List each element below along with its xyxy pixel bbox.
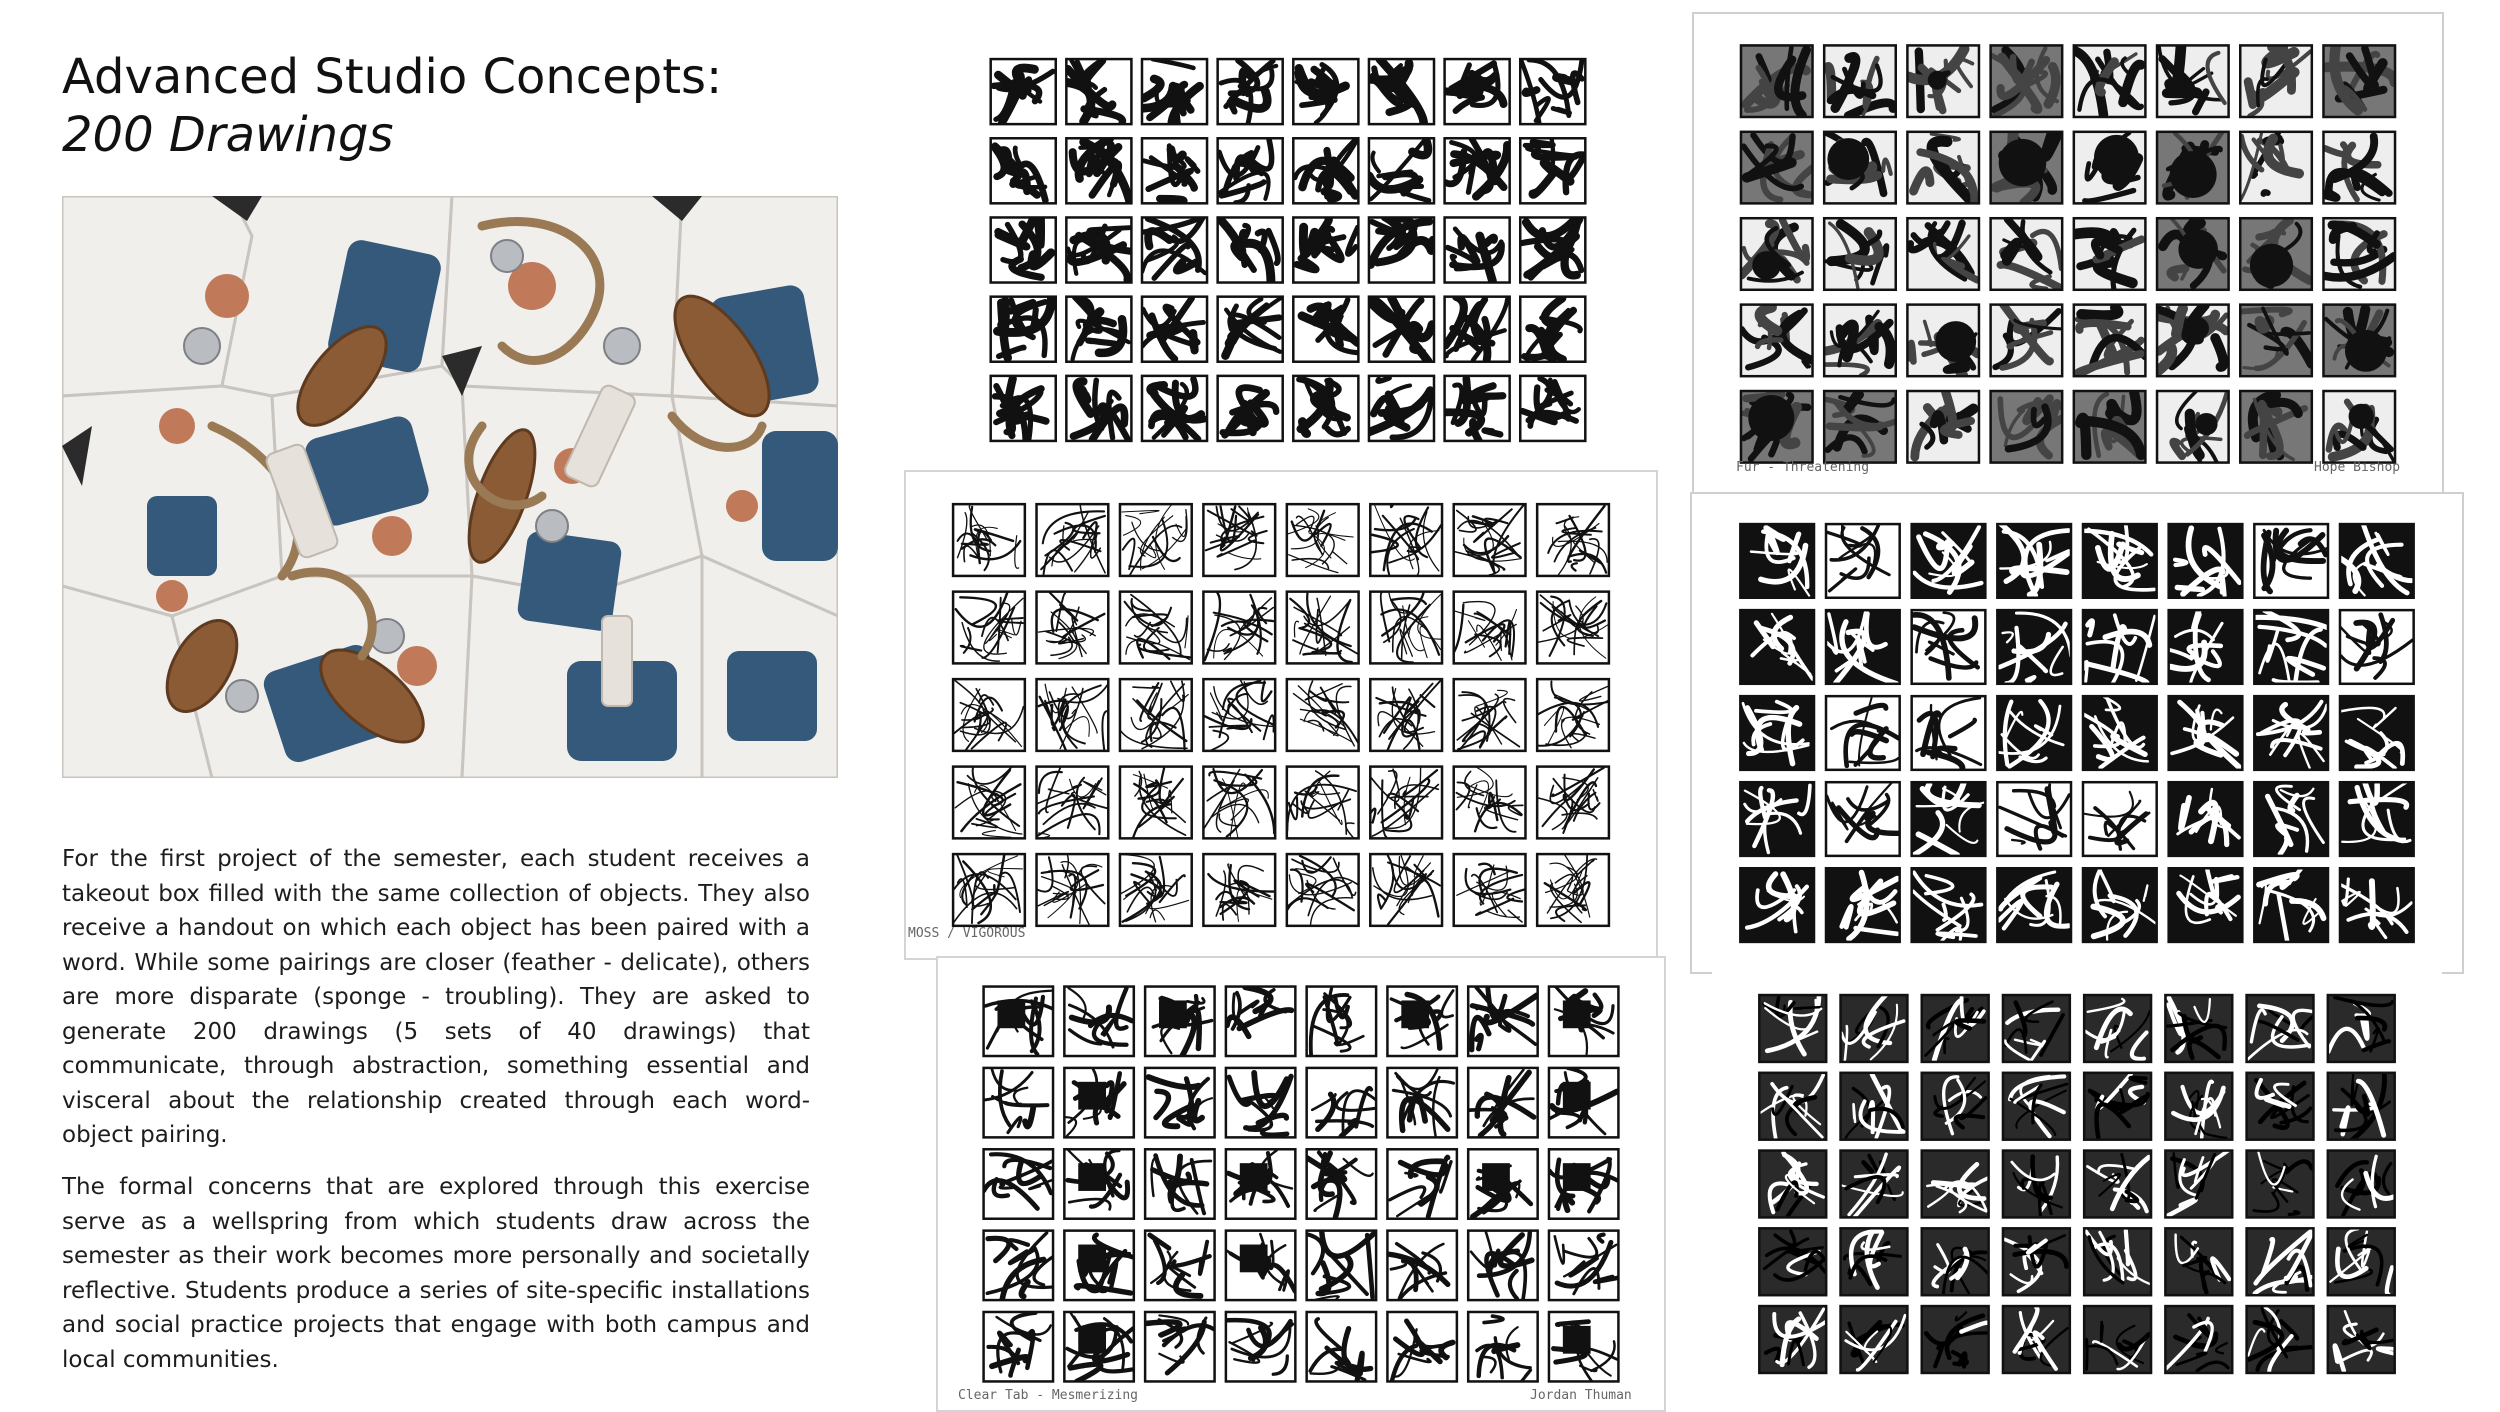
drawing-cell (1287, 504, 1359, 576)
drawing-cell (2165, 995, 2232, 1062)
drawing-grid-moss (906, 472, 1656, 958)
drawing-cell (1142, 217, 1207, 282)
drawing-cell (1445, 217, 1510, 282)
drawing-cell (1549, 987, 1618, 1056)
drawing-cell (991, 297, 1056, 362)
drawing-cell (1226, 1231, 1295, 1300)
drawing-cell (2323, 218, 2395, 290)
drawing-cell (991, 217, 1056, 282)
drawing-cell (1120, 854, 1192, 926)
drawing-cell (2083, 696, 2157, 770)
drawing-cell (2083, 524, 2157, 598)
drawing-cell (1454, 679, 1526, 751)
drawing-cell (1226, 1068, 1295, 1137)
drawing-cell (2323, 305, 2395, 377)
drawing-cell (2084, 1151, 2151, 1218)
drawing-cell (1445, 297, 1510, 362)
drawing-cell (1064, 987, 1133, 1056)
drawing-cell (1370, 592, 1442, 664)
drawing-cell (1120, 592, 1192, 664)
drawing-cell (1824, 218, 1896, 290)
drawing-sheet-moss (904, 470, 1658, 960)
drawing-cell (2074, 218, 2146, 290)
drawing-cell (1293, 59, 1358, 124)
drawing-cell (1120, 679, 1192, 751)
drawing-cell (1142, 376, 1207, 441)
drawing-cell (2083, 610, 2157, 684)
drawing-cell (2328, 995, 2395, 1062)
drawing-cell (2083, 782, 2157, 856)
drawing-cell (1912, 868, 1986, 942)
drawing-cell (2003, 1306, 2070, 1373)
drawing-cell (1387, 1149, 1456, 1218)
fur-caption-artist: Hope Bishop (2314, 460, 2401, 475)
drawing-cell (2003, 995, 2070, 1062)
drawing-cell (1369, 376, 1434, 441)
drawing-cell (953, 592, 1025, 664)
drawing-cell (1912, 610, 1986, 684)
drawing-cell (1037, 679, 1109, 751)
drawing-cell (1370, 504, 1442, 576)
drawing-cell (2247, 1073, 2314, 1140)
drawing-cell (1145, 1068, 1214, 1137)
drawing-cell (1740, 524, 1814, 598)
drawing-cell (2169, 524, 2243, 598)
drawing-cell (2254, 696, 2328, 770)
drawing-cell (1287, 767, 1359, 839)
drawing-cell (1145, 1312, 1214, 1381)
drawing-cell (2074, 305, 2146, 377)
drawing-cell (2323, 391, 2395, 463)
drawing-cell (1369, 217, 1434, 282)
drawing-cell (2247, 995, 2314, 1062)
drawing-cell (2084, 995, 2151, 1062)
drawing-cell (1387, 1068, 1456, 1137)
drawing-cell (2003, 1073, 2070, 1140)
drawing-cell (1520, 217, 1585, 282)
drawing-cell (1064, 1149, 1133, 1218)
drawing-cell (953, 679, 1025, 751)
title-line-1: Advanced Studio Concepts: (62, 49, 723, 105)
drawing-cell (1759, 1306, 1826, 1373)
drawing-cell (2240, 391, 2312, 463)
drawing-cell (991, 138, 1056, 203)
drawing-cell (2165, 1073, 2232, 1140)
closing-paragraph: The formal concerns that are explored through this exercise serve as a wellspring from which students draw across the semester as their work becomes more personally and societally reflective. Students produce a series of site-specific installations and social practice projects that engage with both campus and local communities. (62, 1174, 810, 1373)
drawing-cell (1203, 504, 1275, 576)
drawing-cell (1826, 868, 1900, 942)
drawing-cell (1468, 1231, 1537, 1300)
drawing-cell (1740, 868, 1814, 942)
drawing-cell (2169, 696, 2243, 770)
drawing-cell (1142, 59, 1207, 124)
title-line-2: 200 Drawings (62, 107, 394, 163)
drawing-cell (1037, 592, 1109, 664)
drawing-cell (1991, 132, 2063, 204)
drawing-cell (2328, 1306, 2395, 1373)
drawing-cell (1142, 297, 1207, 362)
drawing-cell (1912, 782, 1986, 856)
drawing-cell (1293, 297, 1358, 362)
drawing-cell (2169, 782, 2243, 856)
drawing-cell (1549, 1312, 1618, 1381)
drawing-cell (2340, 868, 2414, 942)
drawing-cell (1912, 696, 1986, 770)
drawing-cell (1037, 767, 1109, 839)
drawing-grid-blackwhite (1692, 494, 2462, 972)
drawing-cell (1037, 854, 1109, 926)
drawing-cell (1468, 1149, 1537, 1218)
drawing-cell (1468, 1312, 1537, 1381)
drawing-cell (2157, 391, 2229, 463)
drawing-cell (1537, 767, 1609, 839)
drawing-cell (1991, 391, 2063, 463)
drawing-cell (2157, 45, 2229, 117)
drawing-cell (1293, 138, 1358, 203)
takeout-boxes-photo (62, 196, 838, 778)
drawing-cell (1520, 138, 1585, 203)
drawing-cell (1203, 679, 1275, 751)
drawing-cell (1145, 1231, 1214, 1300)
drawing-cell (1226, 1312, 1295, 1381)
drawing-cell (1741, 132, 1813, 204)
drawing-cell (1741, 45, 1813, 117)
drawing-cell (1997, 782, 2071, 856)
drawing-cell (1370, 679, 1442, 751)
drawing-cell (1922, 995, 1989, 1062)
drawing-cell (1997, 868, 2071, 942)
drawing-cell (1537, 504, 1609, 576)
drawing-cell (1203, 854, 1275, 926)
drawing-cell (2157, 305, 2229, 377)
drawing-cell (1922, 1151, 1989, 1218)
drawing-cell (1307, 987, 1376, 1056)
drawing-cell (1841, 1073, 1908, 1140)
drawing-cell (1537, 679, 1609, 751)
drawing-sheet-clear (936, 956, 1666, 1412)
drawing-cell (1307, 1149, 1376, 1218)
drawing-cell (991, 376, 1056, 441)
drawing-cell (984, 1312, 1053, 1381)
drawing-cell (1997, 610, 2071, 684)
drawing-cell (1066, 59, 1131, 124)
drawing-cell (2074, 132, 2146, 204)
drawing-cell (1387, 1312, 1456, 1381)
drawing-cell (1520, 297, 1585, 362)
drawing-cell (2157, 218, 2229, 290)
drawing-cell (1454, 854, 1526, 926)
drawing-sheet-fur (1692, 12, 2444, 496)
drawing-cell (2328, 1228, 2395, 1295)
drawing-cell (1841, 995, 1908, 1062)
drawing-cell (1537, 854, 1609, 926)
drawing-cell (1826, 696, 1900, 770)
drawing-cell (1307, 1068, 1376, 1137)
drawing-cell (1922, 1306, 1989, 1373)
drawing-sheet-crosshatch (1712, 968, 2442, 1400)
drawing-cell (1120, 504, 1192, 576)
drawing-cell (2083, 868, 2157, 942)
drawing-cell (1287, 854, 1359, 926)
drawing-cell (1759, 1228, 1826, 1295)
drawing-cell (1293, 217, 1358, 282)
drawing-cell (1841, 1151, 1908, 1218)
drawing-cell (1066, 138, 1131, 203)
drawing-cell (2240, 45, 2312, 117)
drawing-cell (2165, 1151, 2232, 1218)
drawing-cell (1387, 987, 1456, 1056)
drawing-cell (1445, 376, 1510, 441)
drawing-cell (1997, 524, 2071, 598)
drawing-cell (1741, 305, 1813, 377)
drawing-cell (1841, 1306, 1908, 1373)
drawing-cell (1287, 592, 1359, 664)
drawing-cell (1142, 138, 1207, 203)
drawing-cell (2074, 45, 2146, 117)
page-title (62, 48, 722, 164)
drawing-cell (1226, 1149, 1295, 1218)
drawing-cell (1826, 610, 1900, 684)
drawing-cell (1218, 217, 1283, 282)
drawing-cell (2240, 132, 2312, 204)
drawing-cell (1991, 45, 2063, 117)
drawing-cell (2340, 696, 2414, 770)
drawing-cell (1454, 767, 1526, 839)
drawing-cell (1841, 1228, 1908, 1295)
drawing-cell (2003, 1228, 2070, 1295)
drawing-cell (1445, 138, 1510, 203)
drawing-cell (2165, 1228, 2232, 1295)
drawing-cell (1537, 592, 1609, 664)
drawing-cell (1997, 696, 2071, 770)
drawing-cell (1369, 59, 1434, 124)
drawing-cell (1922, 1228, 1989, 1295)
drawing-cell (984, 987, 1053, 1056)
drawing-cell (1387, 1231, 1456, 1300)
drawing-cell (1826, 782, 1900, 856)
drawing-cell (1991, 218, 2063, 290)
drawing-cell (953, 767, 1025, 839)
drawing-cell (1740, 696, 1814, 770)
drawing-cell (1218, 138, 1283, 203)
drawing-cell (1066, 217, 1131, 282)
drawing-cell (1922, 1073, 1989, 1140)
drawing-cell (1120, 767, 1192, 839)
drawing-cell (2240, 218, 2312, 290)
drawing-cell (1369, 297, 1434, 362)
moss-caption-title: MOSS / VIGOROUS (908, 926, 1026, 941)
drawing-cell (1907, 391, 1979, 463)
drawing-cell (953, 854, 1025, 926)
drawing-cell (2340, 524, 2414, 598)
drawing-cell (2340, 782, 2414, 856)
drawing-cell (1824, 45, 1896, 117)
drawing-cell (2247, 1228, 2314, 1295)
drawing-cell (1520, 376, 1585, 441)
drawing-cell (1549, 1068, 1618, 1137)
drawing-cell (1307, 1312, 1376, 1381)
drawing-cell (2340, 610, 2414, 684)
drawing-cell (1064, 1068, 1133, 1137)
drawing-cell (1907, 132, 1979, 204)
drawing-sheet-blackwhite (1690, 492, 2464, 974)
drawing-cell (2003, 1151, 2070, 1218)
drawing-grid-wood (948, 30, 1628, 470)
drawing-cell (2323, 132, 2395, 204)
drawing-cell (1549, 1149, 1618, 1218)
drawing-cell (2165, 1306, 2232, 1373)
drawing-cell (1369, 138, 1434, 203)
drawing-cell (2169, 610, 2243, 684)
drawing-cell (2328, 1073, 2395, 1140)
drawing-grid-clear (938, 958, 1664, 1410)
drawing-cell (1912, 524, 1986, 598)
drawing-cell (2254, 610, 2328, 684)
drawing-cell (2240, 305, 2312, 377)
drawing-cell (1203, 592, 1275, 664)
drawing-cell (1468, 1068, 1537, 1137)
drawing-cell (1454, 504, 1526, 576)
drawing-cell (1203, 767, 1275, 839)
drawing-sheet-wood (948, 30, 1628, 470)
drawing-cell (984, 1231, 1053, 1300)
drawing-cell (2084, 1073, 2151, 1140)
drawing-cell (1520, 59, 1585, 124)
drawing-cell (2247, 1151, 2314, 1218)
drawing-cell (1454, 592, 1526, 664)
drawing-cell (2254, 524, 2328, 598)
drawing-cell (1293, 376, 1358, 441)
drawing-cell (1218, 297, 1283, 362)
drawing-cell (1037, 504, 1109, 576)
drawing-cell (1066, 297, 1131, 362)
fur-caption-title: Fur - Threatening (1736, 460, 1870, 475)
drawing-cell (991, 59, 1056, 124)
drawing-cell (1741, 218, 1813, 290)
drawing-cell (1826, 524, 1900, 598)
drawing-cell (2254, 868, 2328, 942)
drawing-cell (1218, 376, 1283, 441)
drawing-cell (1064, 1231, 1133, 1300)
drawing-cell (1824, 132, 1896, 204)
drawing-cell (1824, 305, 1896, 377)
drawing-cell (1759, 1073, 1826, 1140)
drawing-cell (1145, 1149, 1214, 1218)
drawing-cell (2328, 1151, 2395, 1218)
drawing-cell (2074, 391, 2146, 463)
drawing-grid-fur (1694, 14, 2442, 494)
drawing-cell (1907, 218, 1979, 290)
drawing-cell (1226, 987, 1295, 1056)
drawing-cell (1824, 391, 1896, 463)
clear-caption-artist: Jordan Thuman (1530, 1388, 1632, 1403)
drawing-cell (1759, 995, 1826, 1062)
drawing-cell (1907, 45, 1979, 117)
drawing-cell (2254, 782, 2328, 856)
drawing-cell (1468, 987, 1537, 1056)
drawing-cell (2169, 868, 2243, 942)
drawing-cell (1991, 305, 2063, 377)
drawing-cell (1740, 782, 1814, 856)
drawing-cell (1066, 376, 1131, 441)
drawing-cell (1307, 1231, 1376, 1300)
drawing-cell (2247, 1306, 2314, 1373)
drawing-cell (953, 504, 1025, 576)
drawing-cell (1740, 610, 1814, 684)
drawing-cell (2084, 1306, 2151, 1373)
drawing-cell (2084, 1228, 2151, 1295)
drawing-cell (1741, 391, 1813, 463)
drawing-cell (1064, 1312, 1133, 1381)
drawing-cell (1370, 854, 1442, 926)
clear-caption-title: Clear Tab - Mesmerizing (958, 1388, 1139, 1403)
drawing-cell (1445, 59, 1510, 124)
drawing-cell (984, 1068, 1053, 1137)
drawing-cell (1907, 305, 1979, 377)
drawing-cell (2157, 132, 2229, 204)
intro-paragraph: For the first project of the semester, each student receives a takeout box filled with the same collection of objects. They also receive a handout on which each object has been paired with a word. While some pairings are closer (feather - delicate), others are more disparate (sponge - troubling). They are asked to generate 200 drawings (5 sets of 40 drawings) that communicate, through abstraction, something essential and visceral about the relationship created through each word-object pairing. (62, 846, 810, 1148)
drawing-cell (1287, 679, 1359, 751)
drawing-cell (984, 1149, 1053, 1218)
drawing-cell (1370, 767, 1442, 839)
drawing-cell (1218, 59, 1283, 124)
drawing-cell (1145, 987, 1214, 1056)
drawing-cell (1549, 1231, 1618, 1300)
drawing-cell (2323, 45, 2395, 117)
drawing-grid-crosshatch (1712, 968, 2442, 1400)
drawing-cell (1759, 1151, 1826, 1218)
